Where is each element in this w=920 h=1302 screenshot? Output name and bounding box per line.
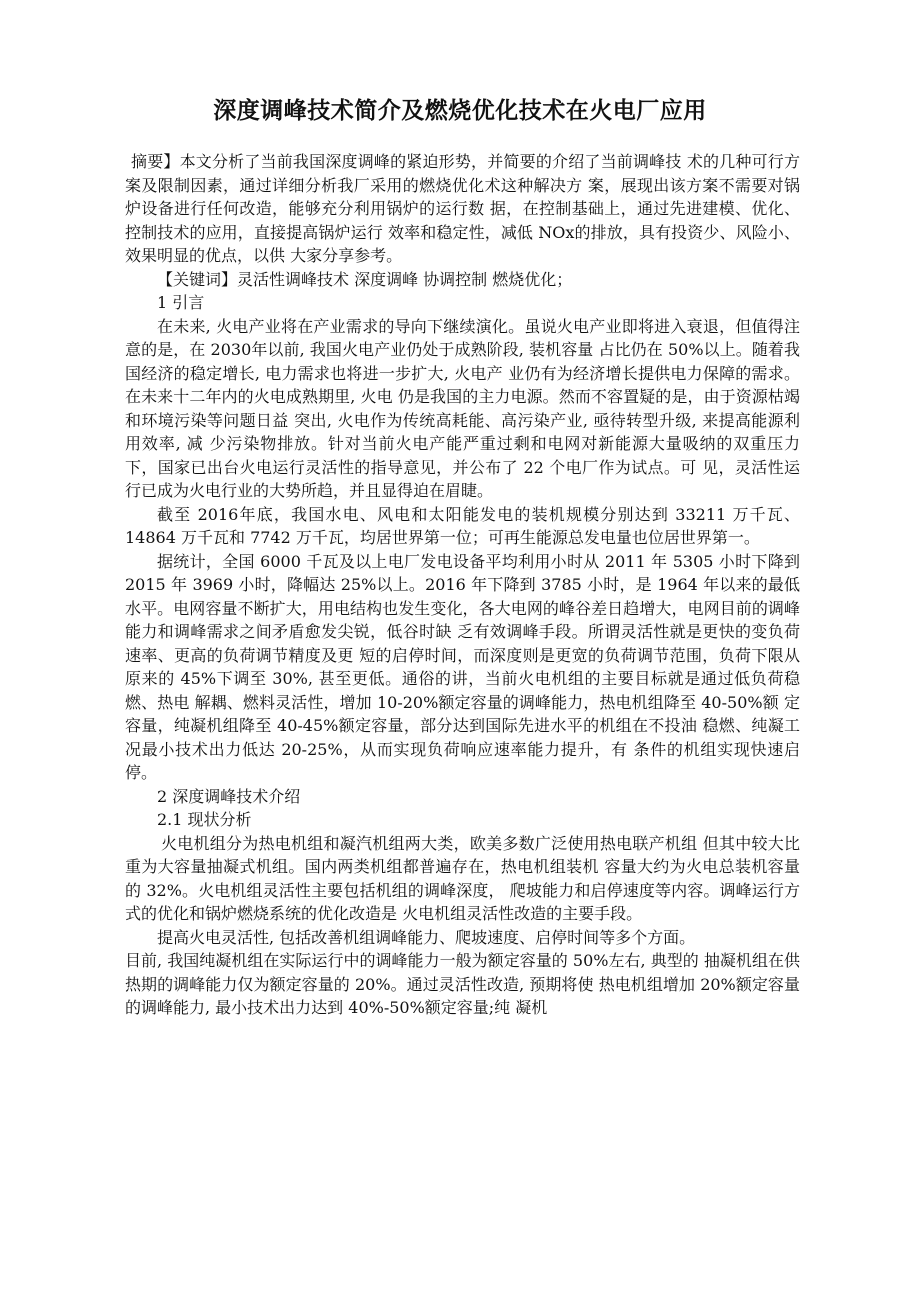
section-1-paragraph-2: 截至 2016年底，我国水电、风电和太阳能发电的装机规模分别达到 33211 万千瓦、14864 万千瓦和 7742 万千瓦，均居世界第一位；可再生能源总发电量也位居世界第一。 <box>125 504 800 547</box>
abstract-paragraph: 摘要】本文分析了当前我国深度调峰的紧迫形势，并简要的介绍了当前调峰技 术的几种可行方案及限制因素，通过详细分析我厂采用的燃烧优化术这种解决方 案，展现出该方案不需要对锅炉设备进行任何改造，能够充分利用锅炉的运行数 据，在控制基础上，通过先进建模、优化、控制技术的应用，直接提高锅炉运行 效率和稳定性，减低 NOx的排放，具有投资少、风险小、效果明显的优点，以供 大家分享参考。 <box>125 152 800 265</box>
section-2-1-paragraph-2-continuation: 目前, 我国纯凝机组在实际运行中的调峰能力一般为额定容量的 50%左右, 典型的 抽凝机组在供热期的调峰能力仅为额定容量的 20%。通过灵活性改造, 预期将使 热电机组增加 20%额定容量的调峰能力, 最小技术出力达到 40%-50%额定容量;纯 凝机 <box>125 951 800 1017</box>
section-1-paragraph-3: 据统计，全国 6000 千瓦及以上电厂发电设备平均利用小时从 2011 年 5305 小时下降到 2015 年 3969 小时，降幅达 25%以上。2016 年下降到 3785 小时，是 1964 年以来的最低水平。电网容量不断扩大，用电结构也发生变化，各大电网的峰谷差日趋增大，电网目前的调峰能力和调峰需求之间矛盾愈发尖锐，低谷时缺 乏有效调峰手段。所谓灵活性就是更快的变负荷速率、更高的负荷调节精度及更 短的启停时间，而深度则是更宽的负荷调节范围，负荷下限从原来的 45%下调至 30%, 甚至更低。通俗的讲，当前火电机组的主要目标就是通过低负荷稳燃、热电 解耦、燃料灵活性，增加 10-20%额定容量的调峰能力，热电机组降至 40-50%额 定容量，纯凝机组降至 40-45%额定容量，部分达到国际先进水平的机组在不投油 稳燃、纯凝工况最小技术出力低达 20-25%，从而实现负荷响应速率能力提升，有 条件的机组实现快速启停。 <box>125 551 800 782</box>
section-1-paragraph-1: 在未来, 火电产业将在产业需求的导向下继续演化。虽说火电产业即将进入衰退，但值得注意的是，在 2030年以前, 我国火电产业仍处于成熟阶段, 装机容量 占比仍在 50%以上。随着我国经济的稳定增长, 电力需求也将进一步扩大, 火电产 业仍有为经济增长提供电力保障的需求。在未来十二年内的火电成熟期里, 火电 仍是我国的主力电源。然而不容置疑的是，由于资源枯竭和环境污染等问题日益 突出, 火电作为传统高耗能、高污染产业, 亟待转型升级, 来提高能源利用效率, 减 少污染物排放。针对当前火电产能严重过剩和电网对新能源大量吸纳的双重压力 下，国家已出台火电运行灵活性的指导意见，并公布了 22 个电厂作为试点。可 见，灵活性运行已成为火电行业的大势所趋，并且显得迫在眉睫。 <box>125 316 800 500</box>
section-2-1-paragraph-1: 火电机组分为热电机组和凝汽机组两大类，欧美多数广泛使用热电联产机组 但其中较大比重为大容量抽凝式机组。国内两类机组都普遍存在，热电机组装机 容量大约为火电总装机容量的 32%。火电机组灵活性主要包括机组的调峰深度， 爬坡能力和启停速度等内容。调峰运行方式的优化和锅炉燃烧系统的优化改造是 火电机组灵活性改造的主要手段。 <box>125 833 800 923</box>
section-2-1-heading: 2.1 现状分析 <box>157 810 252 829</box>
document-title: 深度调峰技术简介及燃烧优化技术在火电厂应用 <box>213 98 707 124</box>
document-body <box>125 150 800 1020</box>
keywords-line: 【关键词】灵活性调峰技术 深度调峰 协调控制 燃烧优化； <box>157 269 573 289</box>
section-2-heading: 2 深度调峰技术介绍 <box>157 786 301 806</box>
section-1-heading: 1 引言 <box>157 293 205 312</box>
section-2-1-paragraph-2-first-line: 提高火电灵活性, 包括改善机组调峰能力、爬坡速度、启停时间等多个方面。 <box>157 927 696 947</box>
